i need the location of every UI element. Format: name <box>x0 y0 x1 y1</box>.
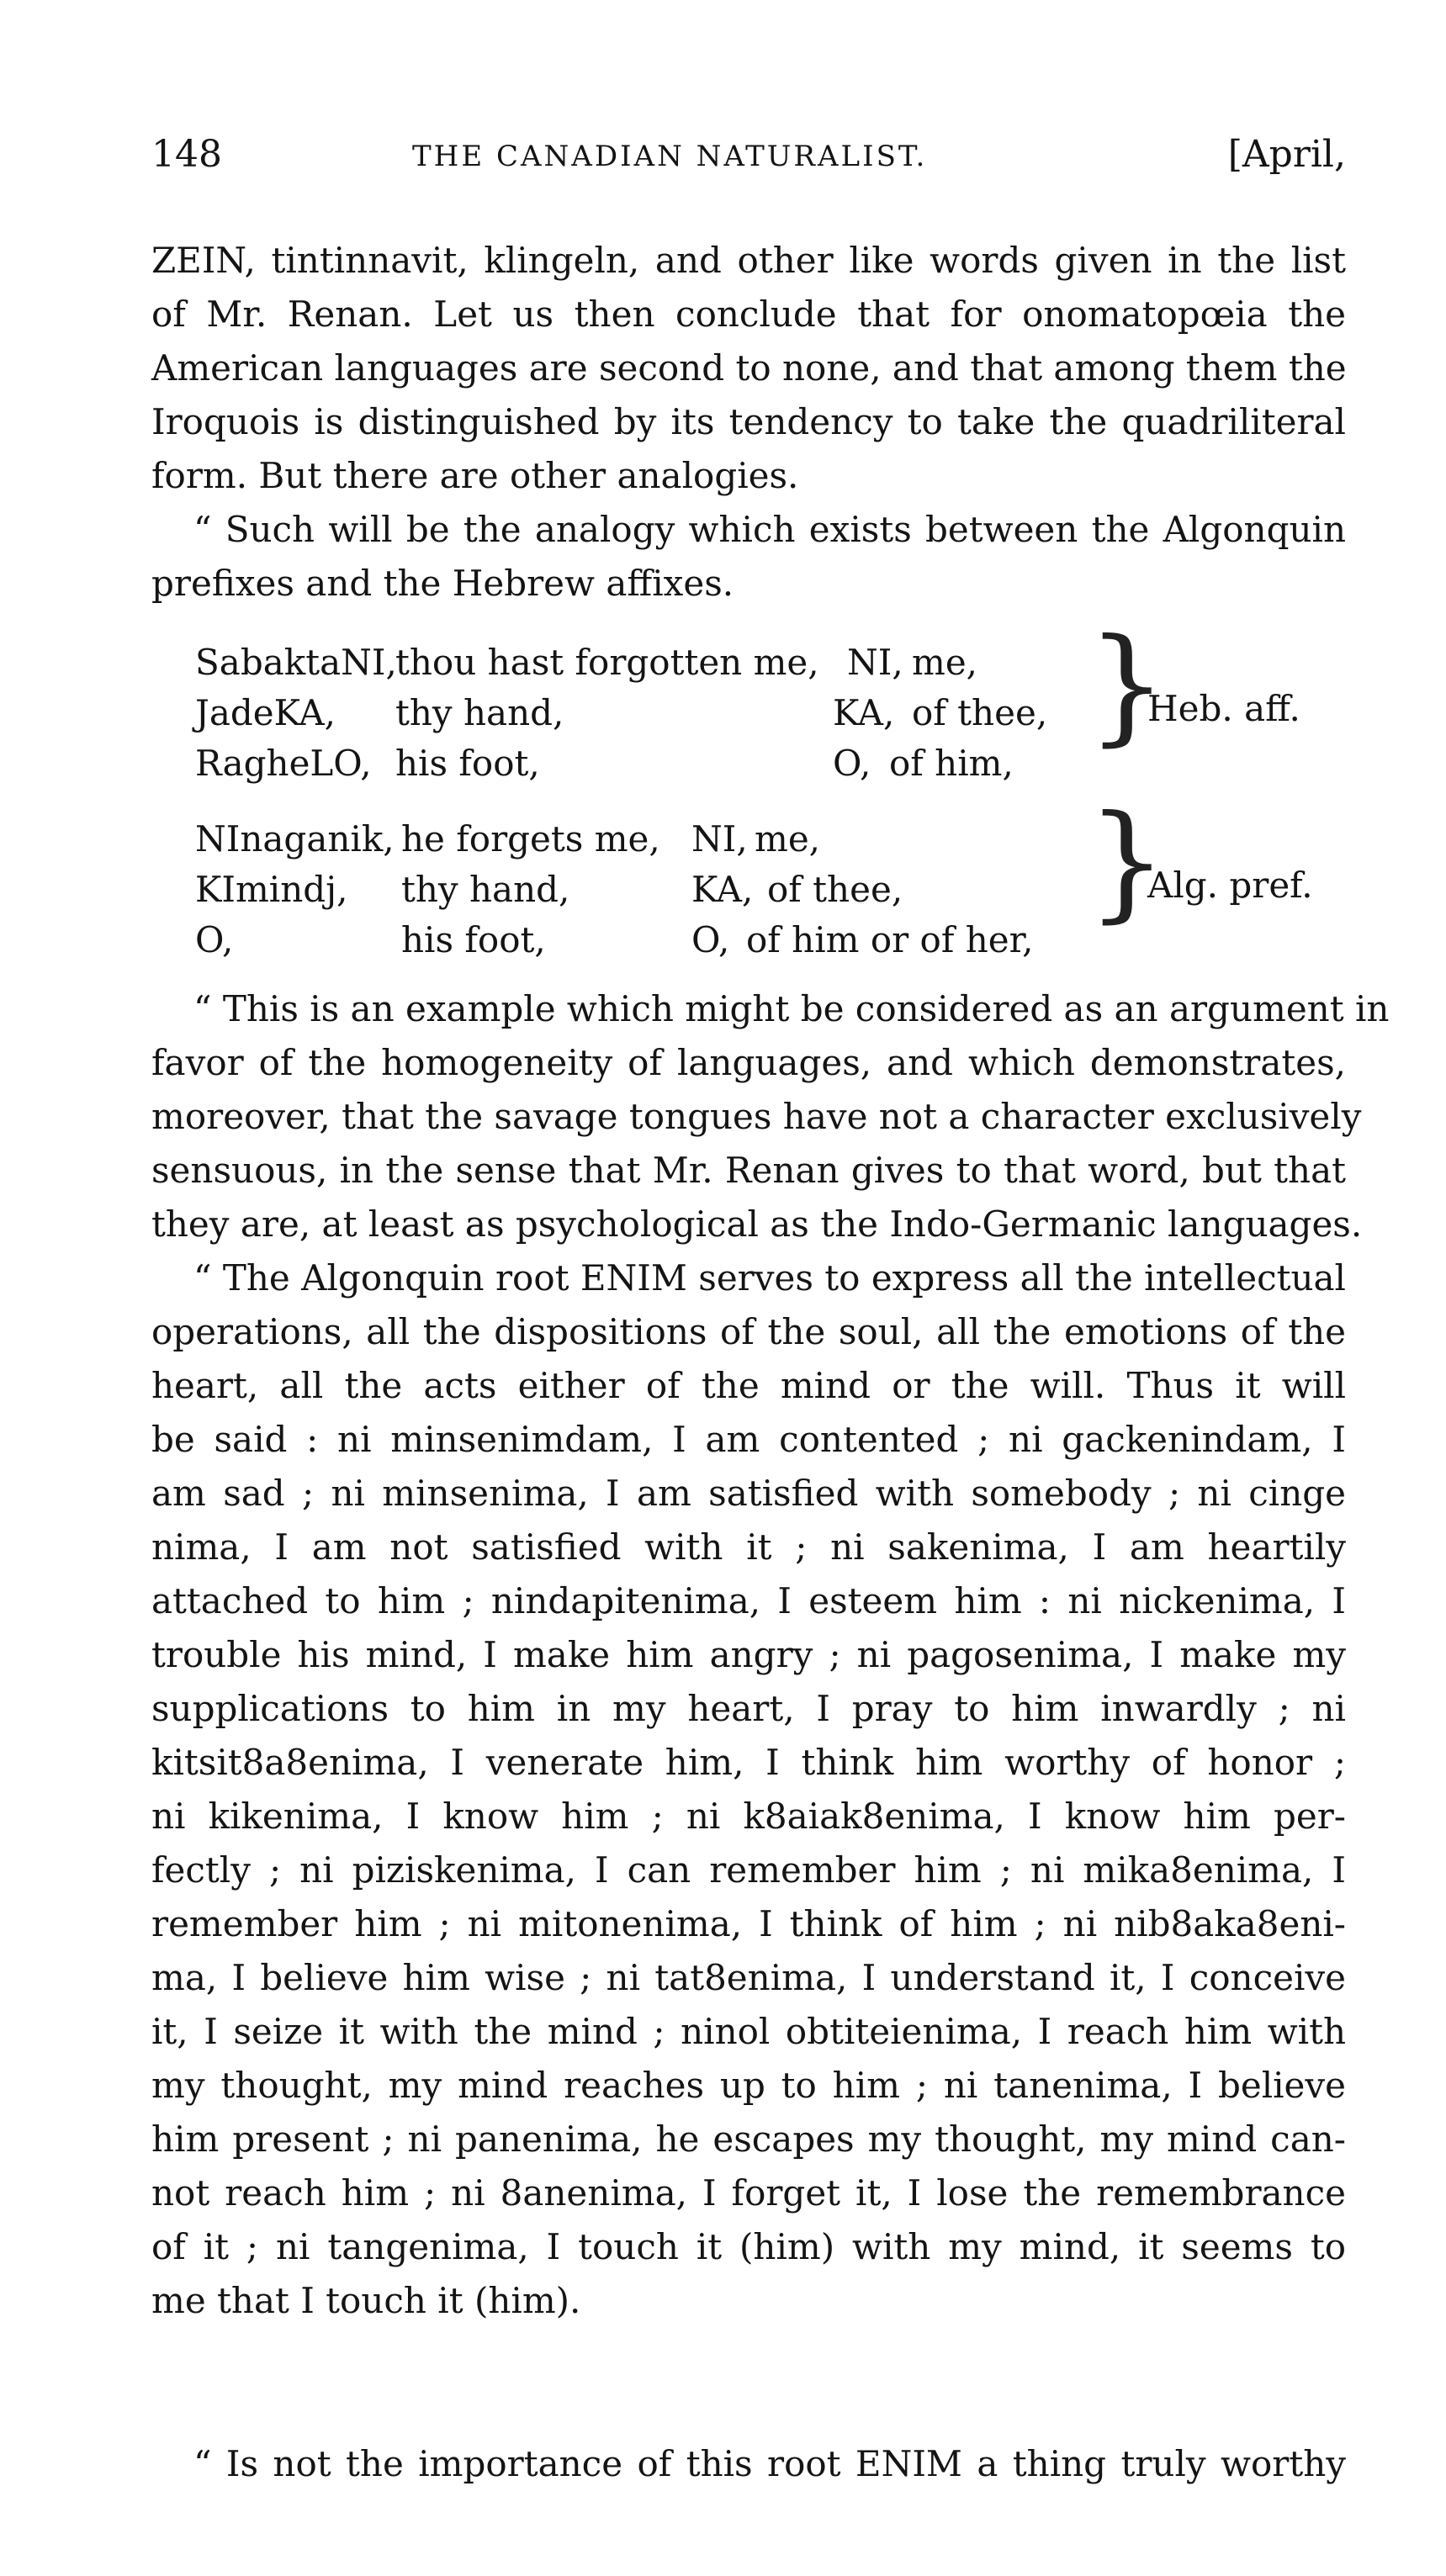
text-line: him present ; ni panenima, he escapes my thought, my mind can- <box>151 2118 1346 2160</box>
table-cell: thou hast forgotten me, <box>395 642 819 683</box>
table-cell: his foot, <box>395 743 540 784</box>
paragraph-1 <box>151 234 1346 503</box>
text-line: sensuous, in the sense that Mr. Renan gives to that word, but that <box>151 1150 1346 1191</box>
paragraph-2 <box>151 503 1346 611</box>
text-line: my thought, my mind reaches up to him ; ni tanenima, I believe <box>151 2065 1346 2106</box>
text-line: moreover, that the savage tongues have not a character exclusively <box>151 1096 1362 1137</box>
table-cell: KImindj, <box>195 869 348 910</box>
text-line: me that I touch it (him). <box>151 2280 581 2321</box>
text-line: fectly ; ni piziskenima, I can remember him ; ni mika8enima, I <box>151 1849 1346 1891</box>
paragraph-5 <box>151 2437 1346 2491</box>
table-cell: of him, <box>889 743 1014 784</box>
paragraph-4 <box>151 1251 1346 2328</box>
text-line: they are, at least as psychological as the Indo-Germanic languages. <box>151 1203 1363 1245</box>
text-line: “ This is an example which might be considered as an argument in <box>193 988 1390 1029</box>
text-line: ma, I believe him wise ; ni tat8enima, I understand it, I conceive <box>151 1957 1346 1998</box>
table-cell: NI, <box>691 818 748 860</box>
text-line: supplications to him in my heart, I pray to him inwardly ; ni <box>151 1688 1346 1729</box>
text-line: am sad ; ni minsenima, I am satisfied with somebody ; ni cinge <box>151 1473 1346 1514</box>
text-line: operations, all the dispositions of the soul, all the emotions of the <box>151 1311 1346 1352</box>
text-line: form. But there are other analogies. <box>151 455 799 496</box>
page-header <box>151 133 1346 183</box>
running-title: THE CANADIAN NATURALIST. <box>412 140 928 173</box>
table-cell: RagheLO, <box>195 743 372 784</box>
text-line: of Mr. Renan. Let us then conclude that for onomatopœia the <box>151 294 1346 335</box>
table-cell: NI, <box>847 642 903 683</box>
table-cell: thy hand, <box>395 692 564 733</box>
table-cell: O, <box>833 743 871 784</box>
text-line: Iroquois is distinguished by its tendency to take the quadriliteral <box>151 401 1346 442</box>
table-cell: of him or of her, <box>746 919 1034 960</box>
text-line: kitsit8a8enima, I venerate him, I think him worthy of honor ; <box>151 1742 1346 1783</box>
text-line: “ Such will be the analogy which exists between the Algonquin <box>193 509 1346 550</box>
brace-label: Alg. pref. <box>1147 865 1313 906</box>
table-cell: me, <box>912 642 978 683</box>
paragraph-3 <box>151 982 1390 1251</box>
table-cell: SabaktaNI, <box>195 642 397 683</box>
table-cell: KA, <box>833 692 895 733</box>
text-line: of it ; ni tangenima, I touch it (him) with my mind, it seems to <box>151 2226 1346 2267</box>
text-line: be said : ni minsenimdam, I am contented ; ni gackenindam, I <box>151 1419 1346 1460</box>
right-brace: } <box>1087 612 1168 759</box>
text-line: remember him ; ni mitonenima, I think of him ; ni nib8aka8eni- <box>151 1903 1346 1944</box>
text-line: American languages are second to none, and that among them the <box>151 347 1347 389</box>
text-line: favor of the homogeneity of languages, and which demonstrates, <box>151 1042 1346 1083</box>
text-line: “ Is not the importance of this root ENIM a thing truly worthy <box>193 2443 1346 2484</box>
table-cell: me, <box>755 818 821 860</box>
table-cell: of thee, <box>912 692 1048 733</box>
text-line: ni kikenima, I know him ; ni k8aiak8enima, I know him per- <box>151 1796 1346 1837</box>
table-cell: KA, <box>691 869 754 910</box>
text-line: ZEIN, tintinnavit, klingeln, and other like words given in the list <box>151 240 1346 281</box>
text-line: “ The Algonquin root ENIM serves to express all the intellectual <box>193 1257 1346 1299</box>
table-cell: O, <box>691 919 730 960</box>
table-cell: of thee, <box>767 869 903 910</box>
brace-label: Heb. aff. <box>1147 688 1300 729</box>
text-line: nima, I am not satisfied with it ; ni sakenima, I am heartily <box>151 1526 1346 1568</box>
text-line: it, I seize it with the mind ; ninol obtiteienima, I reach him with <box>151 2011 1346 2052</box>
table-cell: thy hand, <box>401 869 570 910</box>
table-cell: he forgets me, <box>401 818 660 860</box>
table-cell: JadeKA, <box>195 692 336 733</box>
issue-date: [April, <box>1227 133 1346 176</box>
text-line: trouble his mind, I make him angry ; ni pagosenima, I make my <box>151 1634 1346 1675</box>
text-line: heart, all the acts either of the mind or the will. Thus it will <box>151 1365 1346 1406</box>
text-line: not reach him ; ni 8anenima, I forget it, I lose the remembrance <box>151 2172 1346 2214</box>
text-line: attached to him ; nindapitenima, I esteem him : ni nickenima, I <box>151 1580 1346 1621</box>
table-cell: NInaganik, <box>195 818 395 860</box>
table-cell: O, <box>195 919 234 960</box>
page-number: 148 <box>151 133 222 176</box>
right-brace: } <box>1087 789 1168 935</box>
table-cell: his foot, <box>401 919 546 960</box>
text-line: prefixes and the Hebrew affixes. <box>151 563 734 604</box>
